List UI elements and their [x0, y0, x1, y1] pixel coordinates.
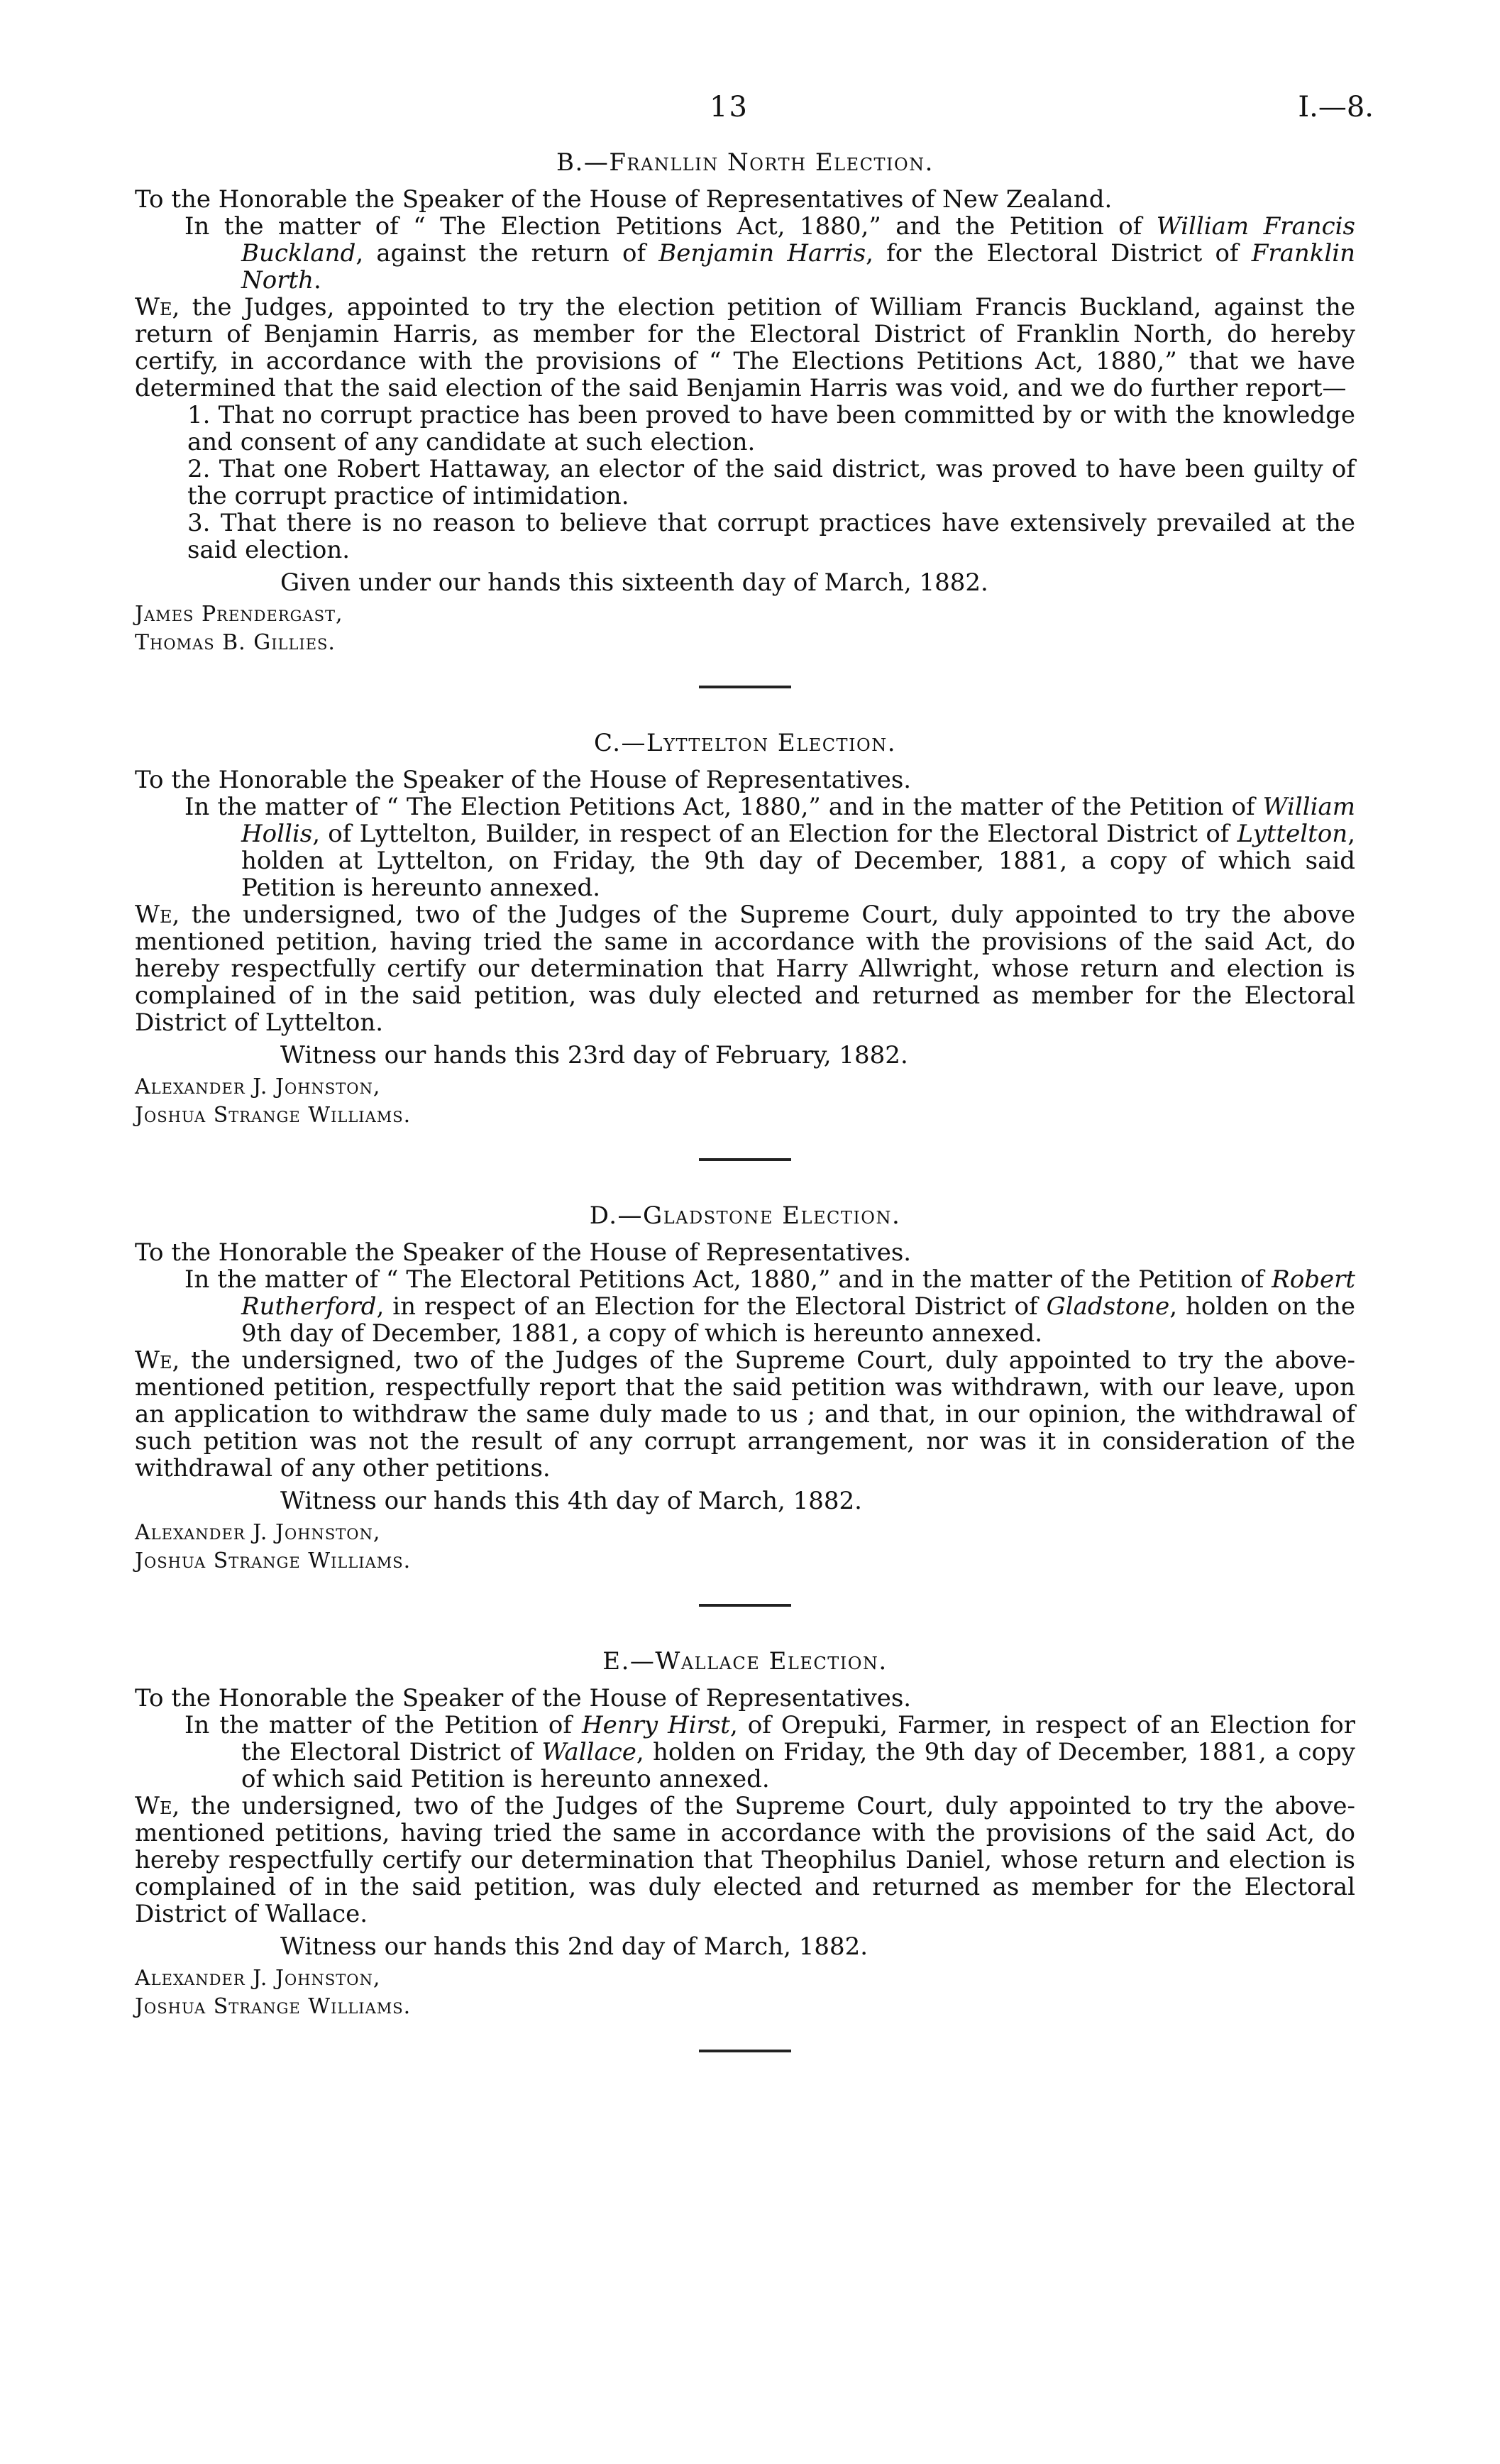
petitioner-name: Henry Hirst: [581, 1711, 730, 1739]
given-line: Given under our hands this sixteenth day of March, 1882.: [280, 568, 988, 597]
matter-paragraph: [135, 793, 1355, 901]
section-title: D.—Gladstone Election.: [589, 1201, 901, 1230]
matter-text: In the matter of the Petition of: [184, 1711, 582, 1739]
matter-text: , in respect of an Election for the Electoral District of: [376, 1292, 1047, 1321]
signatory: Joshua Strange Williams.: [135, 1549, 412, 1573]
matter-text: , for the Electoral District of: [866, 239, 1252, 268]
given-line: Witness our hands this 23rd day of February, 1882.: [280, 1041, 908, 1069]
signatory: Alexander J. Johnston,: [135, 1074, 381, 1099]
report-item: 2. That one Robert Hattaway, an elector of the said district, was proved to have been guilty of the corrupt practice of intimidation.: [187, 455, 1355, 510]
section-title: C.—Lyttelton Election.: [593, 729, 897, 757]
section-divider: [699, 2050, 791, 2052]
signatory: Joshua Strange Williams.: [135, 1994, 412, 2019]
section-divider: [699, 1604, 791, 1607]
page-number: 13: [710, 91, 749, 123]
certification-paragraph: [135, 901, 1355, 1036]
section-divider: [699, 686, 791, 688]
matter-text: , of Orepuki, Farmer, in respect of an Election for the Electoral District of: [241, 1711, 1356, 1766]
address-line: To the Honorable the Speaker of the House of Representatives.: [135, 1238, 912, 1267]
matter-text: In the matter of “ The Election Petitions Act, 1880,” and the Petition of: [184, 212, 1157, 241]
matter-text: , holden at Lyttelton, on Friday, the 9th day of December, 1881, a copy of which said Petition is hereunto annexed.: [241, 820, 1355, 902]
petitioner-name: William Francis Buckland: [241, 212, 1355, 268]
we-word: We: [135, 293, 172, 321]
document-body: [135, 149, 1355, 2094]
certification-text: , the undersigned, two of the Judges of the Supreme Court, duly appointed to try the above-mentioned petition, respectfully report that the said petition was withdrawn, with our leave, upon an application to withdraw the same duly made to us ; and that, in our opinion, the withdrawal of such petition was not the result of any corrupt arrangement, nor was it in consideration of the withdrawal of any other petitions.: [135, 1346, 1355, 1483]
signature-block: [135, 1519, 1355, 1575]
matter-text: , holden on the 9th day of December, 1881, a copy of which is hereunto annexed.: [241, 1292, 1355, 1348]
district-name: Wallace: [541, 1738, 636, 1766]
matter-paragraph: [135, 213, 1355, 294]
certification-text: , the undersigned, two of the Judges of the Supreme Court, duly appointed to try the above-mentioned petitions, having tried the same in accordance with the provisions of the said Act, do hereby respectfully certify our determination that Theophilus Daniel, whose return and election is complained of in the said petition, was duly elected and returned as member for the Electoral District of Wallace.: [135, 1792, 1355, 1928]
matter-text: In the matter of “ The Election Petitions Act, 1880,” and in the matter of the Petition of: [184, 793, 1263, 821]
given-line: Witness our hands this 2nd day of March, 1882.: [280, 1932, 868, 1961]
signature-block: [135, 1964, 1355, 2021]
petitioner-name: Robert Rutherford: [241, 1265, 1355, 1321]
address-line: To the Honorable the Speaker of the House of Representatives of New Zealand.: [135, 185, 1113, 214]
section-franklin-north: [135, 149, 1355, 657]
address-line: To the Honorable the Speaker of the House of Representatives.: [135, 1684, 912, 1712]
section-divider: [699, 1158, 791, 1161]
page-header: [0, 91, 1500, 133]
section-wallace: [135, 1648, 1355, 2021]
report-item: 3. That there is no reason to believe that corrupt practices have extensively prevailed at the said election.: [187, 509, 1355, 564]
matter-paragraph: [135, 1266, 1355, 1347]
signatory: James Prendergast,: [135, 602, 343, 627]
certification-text: , the undersigned, two of the Judges of the Supreme Court, duly appointed to try the above mentioned petition, having tried the same in accordance with the provisions of the said Act, do hereby respectfully certify our determination that Harry Allwright, whose return and election is complained of in the said petition, was duly elected and returned as member for the Electoral District of Lyttelton.: [135, 901, 1355, 1037]
signatory: Alexander J. Johnston,: [135, 1966, 381, 1991]
signatory: Joshua Strange Williams.: [135, 1103, 412, 1128]
section-gladstone: [135, 1202, 1355, 1575]
signature-block: [135, 600, 1355, 657]
certification-paragraph: [135, 1347, 1355, 1482]
district-name: Gladstone: [1046, 1292, 1170, 1321]
certification-paragraph: [135, 1793, 1355, 1927]
we-word: We: [135, 1792, 172, 1820]
district-name: Franklin North: [241, 239, 1356, 295]
document-reference: I.—8.: [1298, 91, 1374, 123]
matter-text: , against the return of: [355, 239, 659, 268]
certification-paragraph: [135, 294, 1355, 402]
petitioner-name: William Hollis: [241, 793, 1355, 848]
section-lyttelton: [135, 730, 1355, 1130]
matter-paragraph: [135, 1712, 1355, 1793]
matter-text: , of Lyttelton, Builder, in respect of an Election for the Electoral District of: [312, 820, 1237, 848]
address-line: To the Honorable the Speaker of the House of Representatives.: [135, 766, 912, 794]
signature-block: [135, 1073, 1355, 1130]
report-item: 1. That no corrupt practice has been proved to have been committed by or with the knowledge and consent of any candidate at such election.: [187, 401, 1355, 456]
respondent-name: Benjamin Harris: [658, 239, 866, 268]
matter-text: , holden on Friday, the 9th day of December, 1881, a copy of which said Petition is hereunto annexed.: [241, 1738, 1355, 1793]
matter-text: .: [314, 266, 321, 295]
signatory: Thomas B. Gillies.: [135, 630, 336, 655]
we-word: We: [135, 1346, 172, 1375]
certification-text: , the Judges, appointed to try the election petition of William Francis Buckland, against the return of Benjamin Harris, as member for the Electoral District of Franklin North, do hereby certify, in accordance with the provisions of “ The Elections Petitions Act, 1880,” that we have determined that the said election of the said Benjamin Harris was void, and we do further report—: [135, 293, 1355, 402]
section-title: E.—Wallace Election.: [602, 1647, 888, 1676]
given-line: Witness our hands this 4th day of March, 1882.: [280, 1487, 862, 1515]
section-title: B.—Franllin North Election.: [556, 148, 934, 177]
we-word: We: [135, 901, 172, 929]
signatory: Alexander J. Johnston,: [135, 1520, 381, 1545]
matter-text: In the matter of “ The Electoral Petitions Act, 1880,” and in the matter of the Petition of: [184, 1265, 1272, 1294]
district-name: Lyttelton: [1237, 820, 1348, 848]
